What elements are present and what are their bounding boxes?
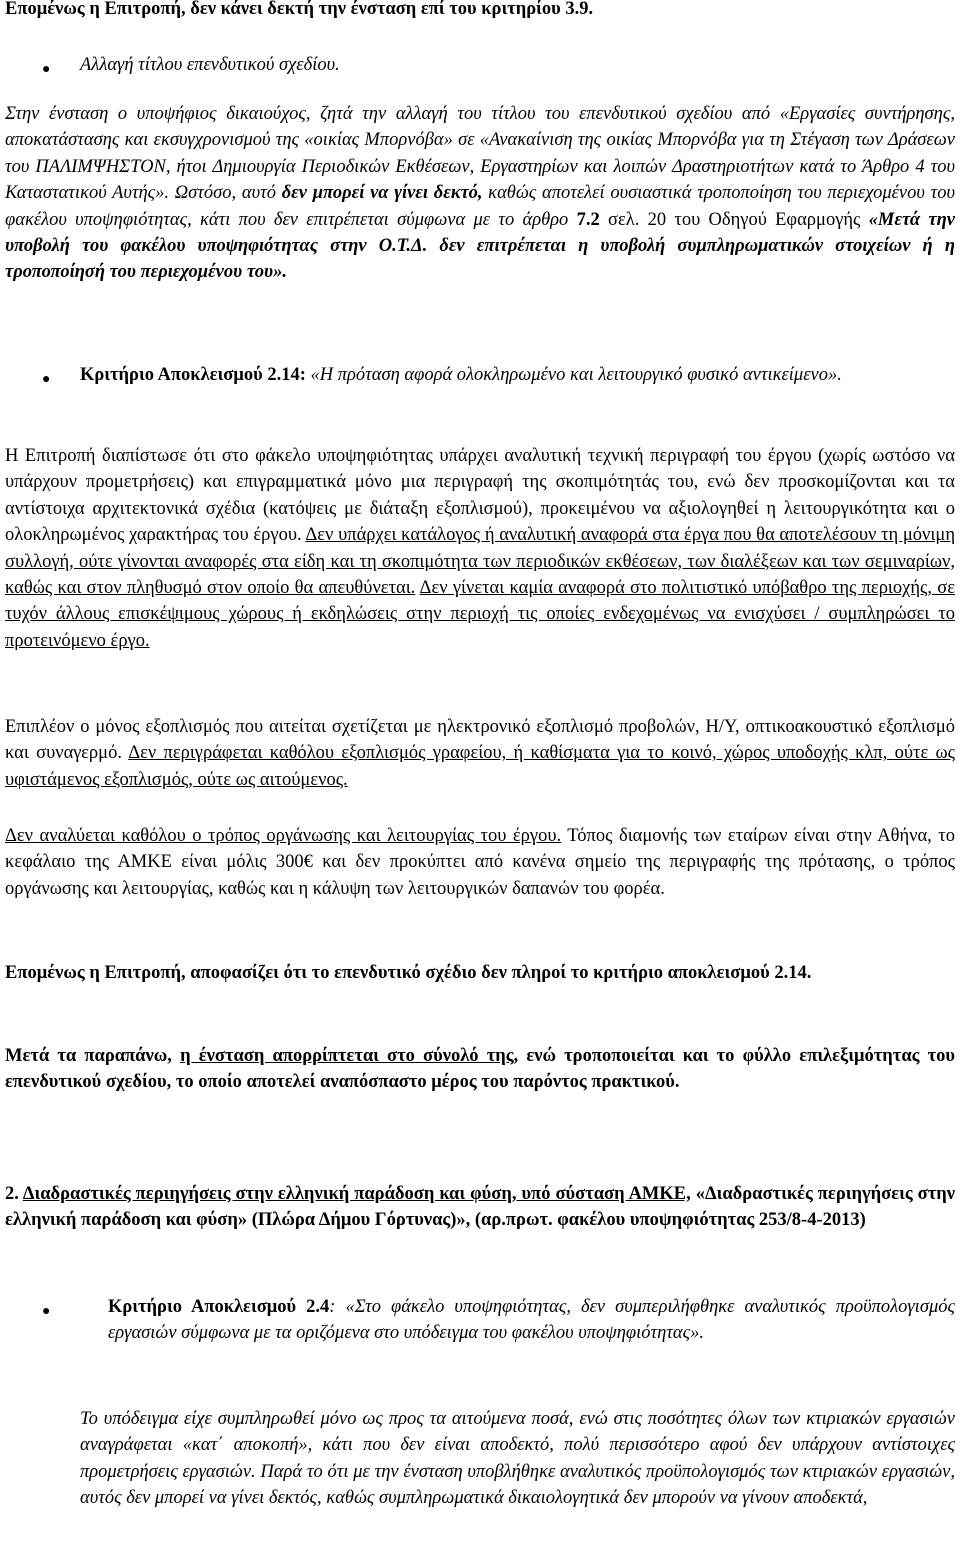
bullet-icon: ● [42, 62, 51, 77]
bullet-criterion-2-14: Κριτήριο Αποκλεισμού 2.14: «Η πρόταση αφορά ολοκληρωμένο και λειτουργικό φυσικό αντικείμενο». [80, 365, 842, 385]
bullet-title-change: Αλλαγή τίτλου επενδυτικού σχεδίου. [80, 55, 340, 75]
paragraph-organization: Δεν αναλύεται καθόλου ο τρόπος οργάνωσης και λειτουργίας του έργου. Τόπος διαμονής των εταίρων είναι στην Αθήνα, το κεφάλαιο της ΑΜΚΕ είναι μόλις 300€ και δεν προκύπτει από κανένα σημείο της περιγραφής της πρότασης, ο τρόπος οργάνωσης και λειτουργίας, καθώς και η κάλυψη των λειτουργικών δαπανών του φορέα. [5, 826, 955, 899]
bullet-icon: ● [42, 372, 51, 387]
paragraph-committee-finding: Η Επιτροπή διαπίστωσε ότι στο φάκελο υποψηφιότητας υπάρχει αναλυτική τεχνική περιγραφή του έργου (χωρίς ωστόσο να υπάρχουν προμετρήσεις) και επιγραμματικά μόνο μια περιγραφή της σκοπιμότητάς του, ενώ δεν προσκομίζονται και τα αντίστοιχα αρχιτεκτονικά σχέδια (κατόψεις με διάταξη εξοπλισμού), προκειμένου να αξιολογηθεί η λειτουργικότητα και ο ολοκληρωμένος χαρακτήρας του έργου. Δεν υπάρχει κατάλογος ή αναλυτική αναφορά στα έργα που θα αποτελέσουν τη μόνιμη συλλογή, ούτε γίνονται αναφορές στα είδη και τη σκοπιμότητα των περιοδικών εκθέσεων, των διαλέξεων και των σεμιναρίων, καθώς και στον πληθυσμό στον οποίο θα απευθύνεται. Δεν γίνεται καμία αναφορά στο πολιτιστικό υπόβαθρο της περιοχής, σε τυχόν άλλους επισκέψιμους χώρους ή εκδηλώσεις στην περιοχή τις οποίες ενδεχομένως να ενισχύσει / συμπληρώσει το προτεινόμενο έργο. [5, 446, 955, 651]
section-heading-2: 2. Διαδραστικές περιηγήσεις στην ελληνική παράδοση και φύση, υπό σύσταση ΑΜΚΕ, «Διαδραστικές περιηγήσεις στην ελληνική παράδοση και φύση» (Πλώρα Δήμου Γόρτυνας)», (αρ.πρωτ. φακέλου υποψηφιότητας 253/8-4-2013) [5, 1184, 955, 1231]
paragraph-budget-template: Το υπόδειγμα είχε συμπληρωθεί μόνο ως προς τα αιτούμενα ποσά, ενώ στις ποσότητες όλων των κτιριακών εργασιών αναγράφεται «κατ΄ αποκοπή», κάτι που δεν είναι αποδεκτό, πολύ περισσότερο αφού δεν υπάρχουν αντίστοιχες προμετρήσεις εργασιών. Παρά το ότι με την ένσταση υποβλήθηκε αναλυτικός προϋπολογισμός των κτιριακών εργασιών, αυτός δεν μπορεί να γίνει δεκτός, καθώς συμπληρωματικά δικαιολογητικά δεν μπορούν να γίνουν αποδεκτά, [80, 1409, 955, 1509]
bullet-criterion-2-4: Κριτήριο Αποκλεισμού 2.4: «Στο φάκελο υποψηφιότητας, δεν συμπεριλήφθηκε αναλυτικός προϋπολογισμός εργασιών σύμφωνα με τα οριζόμενα στο υπόδειγμα του φακέλου υποψηφιότητας». [108, 1297, 955, 1344]
paragraph-title-change: Στην ένσταση ο υποψήφιος δικαιούχος, ζητά την αλλαγή του τίτλου του επενδυτικού σχεδίου από «Εργασίες συντήρησης, αποκατάστασης και εκσυγχρονισμού της «οικίας Μπορνόβα» σε «Ανακαίνιση της οικίας Μπορνόβα για τη Στέγαση των Δράσεων του ΠΑΛΙΜΨΗΣΤΟΝ, ήτοι Δημιουργία Περιοδικών Εκθέσεων, Εργαστηρίων και λοιπών Δραστηριοτήτων κατά το Άρθρο 4 του Καταστατικού Αυτής». Ωστόσο, αυτό δεν μπορεί να γίνει δεκτό, καθώς αποτελεί ουσιαστικά τροποποίηση του περιεχομένου του φακέλου υποψηφιότητας, κάτι που δεν επιτρέπεται σύμφωνα με το άρθρο 7.2 σελ. 20 του Οδηγού Εφαρμογής «Μετά την υποβολή του φακέλου υποψηφιότητας στην Ο.Τ.Δ. δεν επιτρέπεται η υποβολή συμπληρωματικών στοιχείων ή η τροποποίησή του περιεχομένου του». [5, 104, 955, 283]
paragraph-conclusion-3-9: Επομένως η Επιτροπή, δεν κάνει δεκτή την ένσταση επί του κριτηρίου 3.9. [5, 0, 594, 19]
paragraph-equipment: Επιπλέον ο μόνος εξοπλισμός που αιτείται σχετίζεται με ηλεκτρονικό εξοπλισμό προβολών, Η/Υ, οπτικοακουστικό εξοπλισμό και συναγερμό. Δεν περιγράφεται καθόλου εξοπλισμός γραφείου, ή καθίσματα για το κοινό, χώρος υποδοχής κλπ, ούτε ως υφιστάμενος εξοπλισμός, ούτε ως αιτούμενος. [5, 717, 955, 790]
bullet-icon: ● [42, 1304, 51, 1319]
paragraph-rejection: Μετά τα παραπάνω, η ένσταση απορρίπτεται στο σύνολό της, ενώ τροποποιείται και το φύλλο επιλεξιμότητας του επενδυτικού σχεδίου, το οποίο αποτελεί αναπόσπαστο μέρος του παρόντος πρακτικού. [5, 1046, 955, 1093]
paragraph-decision-2-14: Επομένως η Επιτροπή, αποφασίζει ότι το επενδυτικό σχέδιο δεν πληροί το κριτήριο αποκλεισμού 2.14. [5, 963, 812, 983]
